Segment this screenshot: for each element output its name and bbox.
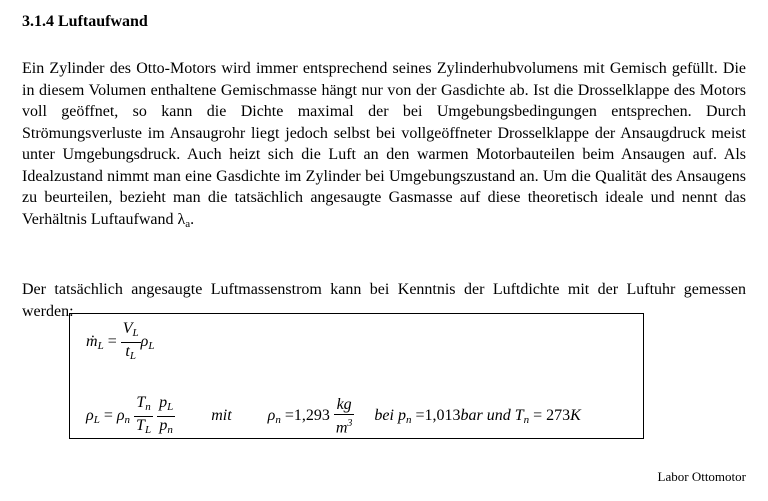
eq2-pn: p [159, 417, 168, 434]
eq2-unit-numerator: kg [334, 396, 355, 415]
eq2-temperature-ratio [134, 394, 153, 439]
eq2-equals: = [103, 407, 113, 425]
eq2-bei: bei [374, 407, 394, 425]
eq2-pressure-denominator [157, 417, 175, 439]
eq2-t-sub: n [523, 414, 530, 427]
eq2-tn-sub: n [145, 401, 151, 413]
eq2-rho: ρ [116, 407, 125, 425]
eq1-equals: = [107, 333, 117, 351]
eq2-density-unit [334, 396, 355, 437]
eq2-pressure-unit: bar [460, 407, 483, 425]
eq2-und: und [486, 407, 511, 425]
eq2-temperature-unit: K [570, 407, 581, 425]
eq2-rho-n-sub: n [275, 414, 281, 427]
eq1-num-symbol: V [122, 320, 133, 337]
eq2-unit-denominator [334, 415, 355, 437]
eq2-rho-n: ρ [267, 407, 276, 425]
eq2-pressure-numerator [157, 394, 175, 417]
eq1-rho: ρ [140, 333, 149, 351]
eq2-pl: p [159, 394, 168, 411]
eq2-rho-sub: n [124, 414, 131, 427]
eq2-lhs-sub: L [93, 414, 100, 427]
formula-box [69, 313, 644, 439]
section-title: 3.1.4 Luftaufwand [22, 13, 148, 30]
footer-label: Labor Ottomotor [657, 469, 746, 484]
eq2-pressure-ratio [157, 394, 175, 439]
eq2-density-value: 1,293 [293, 407, 330, 425]
paragraph-intro-text: Ein Zylinder des Otto-Motors wird immer entsprechend seines Zylinderhubvolumens mit Gemisch gefüllt. Die in diesem Volumen enthaltene Gemischmasse hängt nur von der Gasdichte ab. Ist die Drosselklappe des Motors voll geöffnet, so kann die Dichte maximal der bei Umgebungsbedingungen entsprechen. Durch Strömungsverluste im Ansaugrohr liegt jedoch selbst bei vollgeöffneter Drosselklappe der Ansaugdruck meist unter Umgebungsdruck. Auch heizt sich die Luft an den warmen Motorbauteilen beim Ansaugen auf. Als Idealzustand nimmt man eine Gasdichte im Zylinder bei Umgebungszustand an. Um die Qualität des Ansaugens zu beurteilen, bezieht man die tatsächlich angesaugte Gasmasse auf diese theoretisch ideale und nennt das Verhältnis Luftaufwand [22, 60, 746, 228]
eq2-equals-c: = [415, 407, 425, 425]
eq2-temp-numerator [134, 394, 153, 417]
eq2-tl-sub: L [144, 424, 152, 436]
eq1-num-sub: L [132, 327, 139, 339]
eq2-equals-d: = [533, 407, 543, 425]
eq2-pressure-value: 1,013 [424, 407, 461, 425]
eq1-fraction-denominator [121, 343, 141, 365]
eq1-fraction-numerator [121, 320, 141, 343]
eq1-lhs-sub: L [97, 340, 104, 353]
paragraph-intro-end: . [190, 210, 195, 228]
eq1-fraction [121, 320, 141, 365]
paragraph-measurement: Der tatsächlich angesaugte Luftmassenstrom kann bei Kenntnis der Luftdichte mit der Luftuhr gemessen werden: [22, 281, 746, 320]
eq2-tn: T [136, 394, 146, 411]
eq2-equals-b: = [284, 407, 294, 425]
paragraph-intro [22, 58, 746, 235]
lambda-subscript: a [185, 217, 191, 230]
eq2-unit-exp: 3 [347, 417, 353, 429]
eq2-mit: mit [211, 407, 232, 425]
eq2-p: p [397, 407, 406, 425]
eq2-unit-m: m [335, 419, 348, 437]
lambda-symbol: λ [177, 210, 186, 228]
eq2-p-sub: n [405, 414, 412, 427]
eq1-den-symbol: t [125, 343, 130, 360]
equation-mass-flow [86, 320, 154, 365]
equation-air-density [86, 394, 581, 439]
eq2-lhs: ρ [86, 407, 94, 425]
eq2-temperature-value: 273 [546, 407, 571, 425]
eq2-temp-denominator [134, 417, 153, 439]
eq1-rho-sub: L [148, 340, 155, 353]
eq1-den-sub: L [129, 350, 136, 362]
eq2-pl-sub: L [167, 401, 174, 413]
eq2-t: T [514, 407, 524, 425]
eq2-tl: T [136, 417, 145, 434]
eq1-lhs: ṁ [86, 333, 98, 351]
eq2-pn-sub: n [167, 424, 173, 436]
